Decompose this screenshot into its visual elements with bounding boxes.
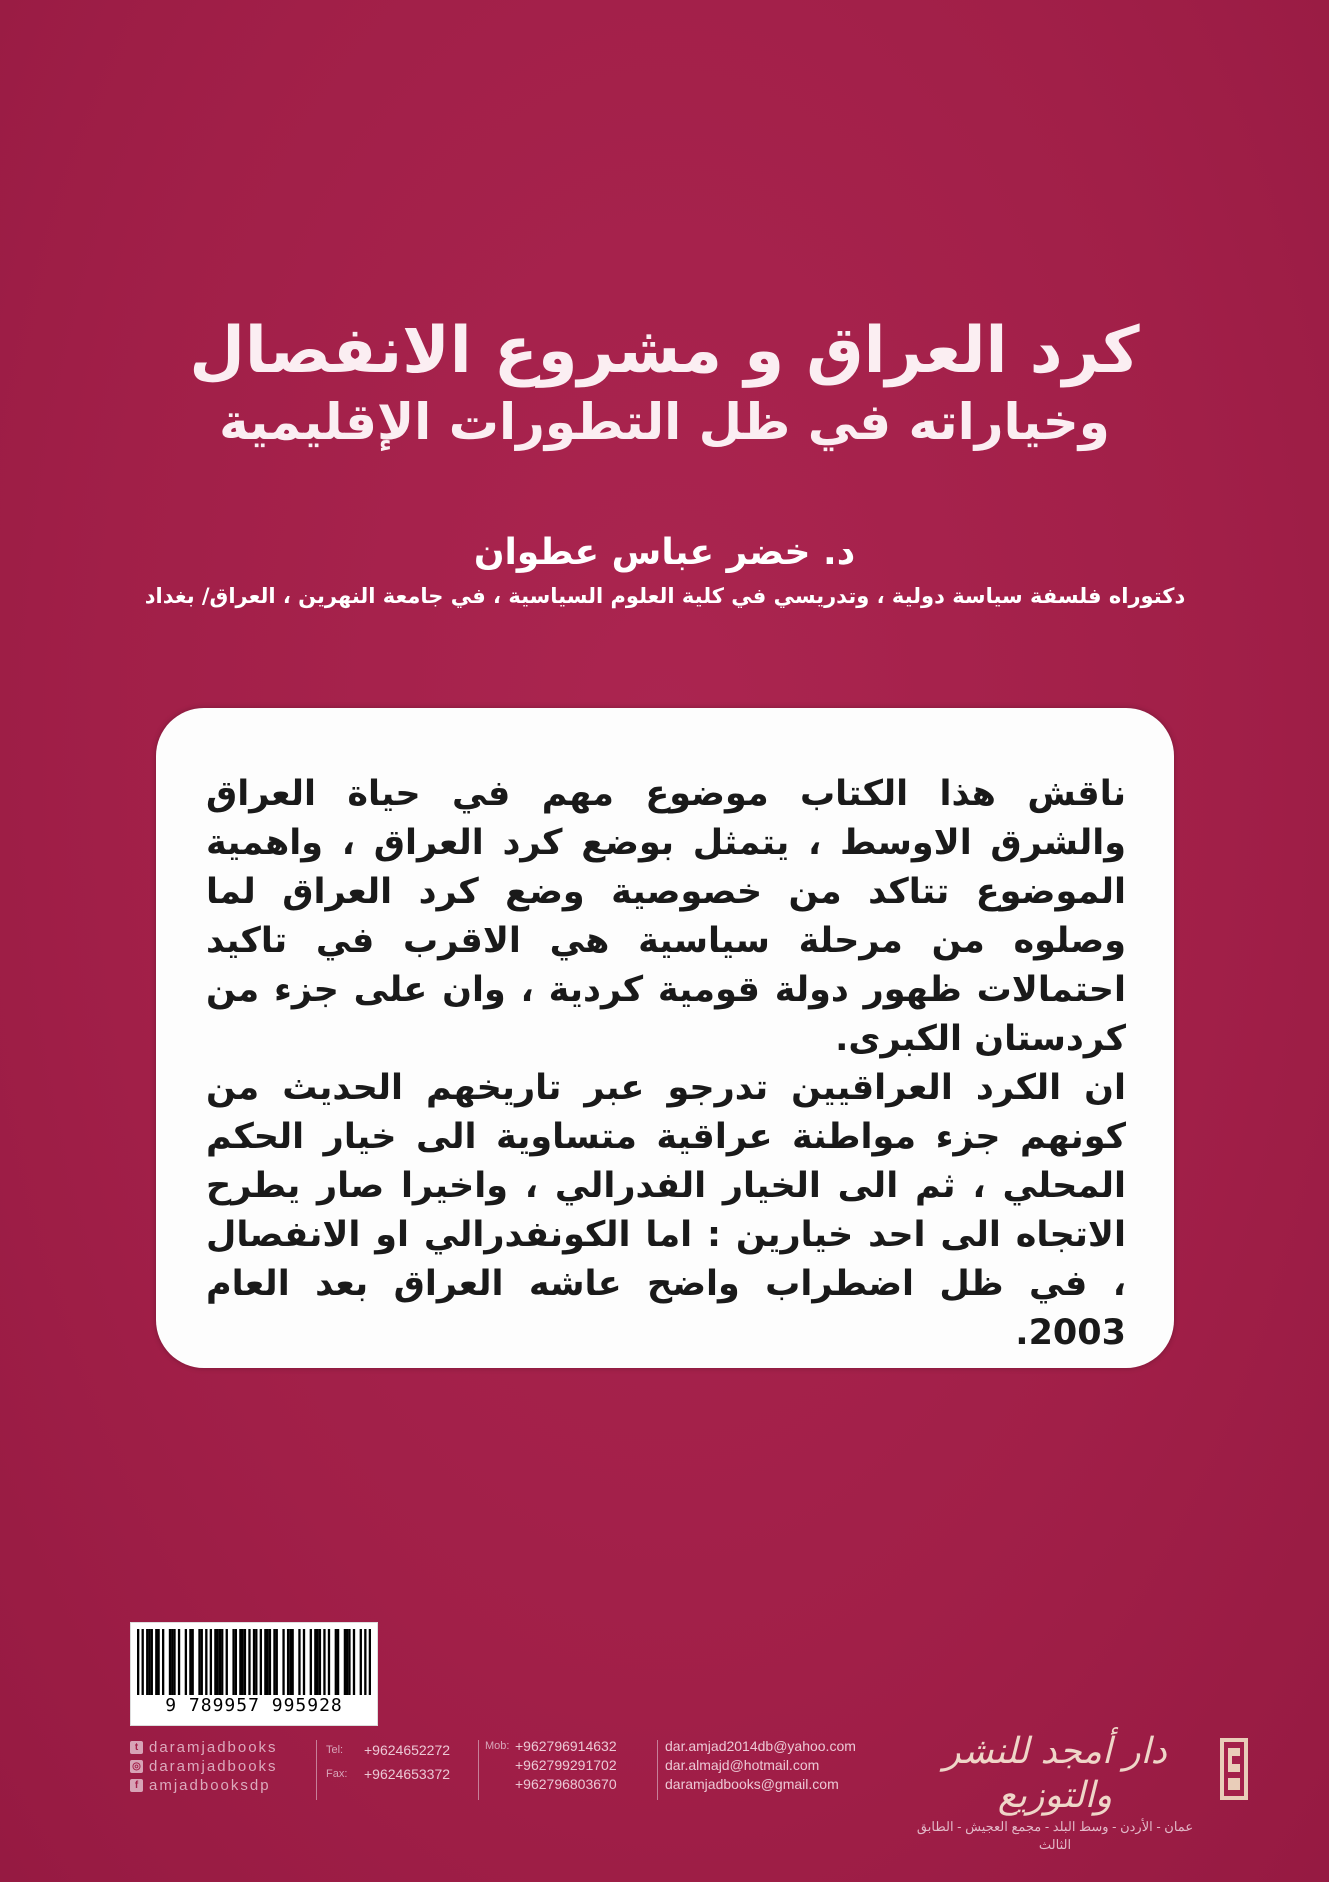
social-instagram[interactable]	[130, 1757, 310, 1776]
barcode-bar	[264, 1629, 266, 1695]
publisher-branding	[900, 1730, 1210, 1854]
social-twitter[interactable]	[130, 1738, 310, 1757]
barcode-bar	[298, 1629, 300, 1695]
barcode-bar	[205, 1629, 207, 1695]
mob-label: Mob:	[485, 1740, 510, 1752]
barcode-bar	[291, 1629, 293, 1695]
mobile-number[interactable]: +962796914632	[515, 1738, 617, 1754]
barcode-bar	[192, 1629, 194, 1695]
barcode-bar	[185, 1629, 187, 1695]
social-links	[130, 1738, 310, 1795]
barcode-bar	[189, 1629, 191, 1695]
fax-label: Fax:	[326, 1768, 348, 1780]
social-facebook[interactable]	[130, 1776, 310, 1795]
barcode-bar	[276, 1629, 278, 1695]
barcode-bar	[169, 1629, 171, 1695]
book-title	[0, 312, 1329, 454]
book-title-line1: كرد العراق و مشروع الانفصال	[189, 314, 1140, 388]
mobile-number[interactable]: +962796803670	[515, 1776, 617, 1792]
barcode-bar	[287, 1629, 289, 1695]
barcode-bar	[282, 1629, 284, 1695]
email-link[interactable]: dar.almajd@hotmail.com	[665, 1757, 820, 1773]
barcode-bar	[255, 1629, 257, 1695]
blurb-paragraph-1: ناقش هذا الكتاب موضوع مهم في حياة العراق والشرق الاوسط ، يتمثل بوضع كرد العراق ، واهمية الموضوع تتاكد من خصوصية وضع كرد العراق لما وصلوه من مرحلة سياسية هي الاقرب في تاكيد احتمالات ظهور دولة قومية كردية ، وان على جزء من كردستان الكبرى.	[206, 774, 1126, 1059]
barcode-bar	[346, 1629, 348, 1695]
social-handle: daramjadbooks	[149, 1758, 278, 1775]
barcode-bar	[269, 1629, 271, 1695]
publisher-name: دار أمجد للنشر والتوزيع	[943, 1731, 1167, 1816]
barcode-bar	[328, 1629, 330, 1695]
barcode-bar	[217, 1629, 219, 1695]
barcode-bar	[232, 1629, 234, 1695]
barcode-bar	[162, 1629, 164, 1695]
barcode-bar	[314, 1629, 316, 1695]
barcode-bar	[364, 1629, 366, 1695]
email-link[interactable]: dar.amjad2014db@yahoo.com	[665, 1738, 856, 1754]
barcode-bar	[178, 1629, 180, 1695]
barcode-bar	[273, 1629, 275, 1695]
barcode-bar	[337, 1629, 339, 1695]
barcode-bar	[219, 1629, 221, 1695]
barcode-bar	[253, 1629, 255, 1695]
barcode-bar	[242, 1629, 244, 1695]
blurb-paragraph-2: ان الكرد العراقيين تدرجو عبر تاريخهم الحديث من كونهم جزء مواطنة عراقية متساوية الى خيار الحكم المحلي ، ثم الى الخيار الفدرالي ، واخيرا صار يطرح الاتجاه الى احد خيارين : اما الكونفدرالي او الانفصال ، في ظل اضطراب واضح عاشه العراق بعد العام 2003.	[206, 1068, 1126, 1353]
barcode-bar	[157, 1629, 159, 1695]
barcode-bar	[316, 1629, 318, 1695]
barcode-bar	[310, 1629, 312, 1695]
barcode-bar	[323, 1629, 325, 1695]
barcode-bar	[260, 1629, 262, 1695]
author-name: د. خضر عباس عطوان	[473, 532, 856, 573]
barcode-bar	[360, 1629, 362, 1695]
mobile-numbers	[485, 1738, 665, 1795]
barcode-bars	[137, 1629, 371, 1695]
publisher-address: عمان - الأردن - وسط البلد - مجمع العجيش - الطابق الثالث	[916, 1819, 1194, 1852]
isbn-number: 9 789957 995928	[165, 1695, 343, 1716]
phone-fax	[326, 1742, 476, 1790]
barcode-bar	[319, 1629, 321, 1695]
publisher-footer	[130, 1731, 1250, 1852]
mobile-number[interactable]: +962799291702	[515, 1757, 617, 1773]
barcode-bar	[244, 1629, 246, 1695]
barcode-bar	[353, 1629, 355, 1695]
book-title-line2: وخياراته في ظل التطورات الإقليمية	[219, 393, 1110, 451]
barcode-bar	[239, 1629, 241, 1695]
email-link[interactable]: daramjadbooks@gmail.com	[665, 1776, 839, 1792]
barcode-bar	[369, 1629, 371, 1695]
footer-divider	[657, 1740, 658, 1800]
barcode-bar	[226, 1629, 228, 1695]
footer-divider	[316, 1740, 317, 1800]
barcode-bar	[148, 1629, 150, 1695]
barcode-bar	[201, 1629, 203, 1695]
barcode-bar	[146, 1629, 148, 1695]
publisher-logo-icon	[1218, 1738, 1250, 1800]
barcode-bar	[198, 1629, 200, 1695]
barcode-bar	[235, 1629, 237, 1695]
fax-number: +9624653372	[364, 1766, 451, 1782]
barcode-bar	[173, 1629, 175, 1695]
barcode-bar	[151, 1629, 153, 1695]
barcode-bar	[248, 1629, 250, 1695]
barcode-bar	[171, 1629, 173, 1695]
barcode-bar	[137, 1629, 139, 1695]
barcode-bar	[348, 1629, 350, 1695]
barcode-bar	[289, 1629, 291, 1695]
facebook-icon: f	[130, 1779, 143, 1792]
barcode-bar	[344, 1629, 346, 1695]
instagram-icon: ◎	[130, 1760, 143, 1773]
barcode-bar	[335, 1629, 337, 1695]
barcode-bar	[210, 1629, 212, 1695]
email-addresses	[665, 1738, 905, 1795]
twitter-icon: t	[130, 1741, 143, 1754]
barcode-bar	[142, 1629, 144, 1695]
footer-divider	[478, 1740, 479, 1800]
tel-label: Tel:	[326, 1744, 344, 1756]
isbn-barcode	[130, 1622, 378, 1726]
barcode-bar	[214, 1629, 216, 1695]
barcode-bar	[267, 1629, 269, 1695]
tel-number[interactable]: +9624652272	[364, 1742, 451, 1758]
barcode-bar	[303, 1629, 305, 1695]
barcode-bar	[221, 1629, 223, 1695]
social-handle: amjadbooksdp	[149, 1777, 271, 1794]
author-credentials: دكتوراه فلسفة سياسة دولية ، وتدريسي في كلية العلوم السياسية ، في جامعة النهرين ، العراق/ بغداد	[144, 584, 1186, 608]
barcode-bar	[155, 1629, 157, 1695]
social-handle: daramjadbooks	[149, 1739, 278, 1756]
blurb-text	[206, 770, 1126, 1358]
